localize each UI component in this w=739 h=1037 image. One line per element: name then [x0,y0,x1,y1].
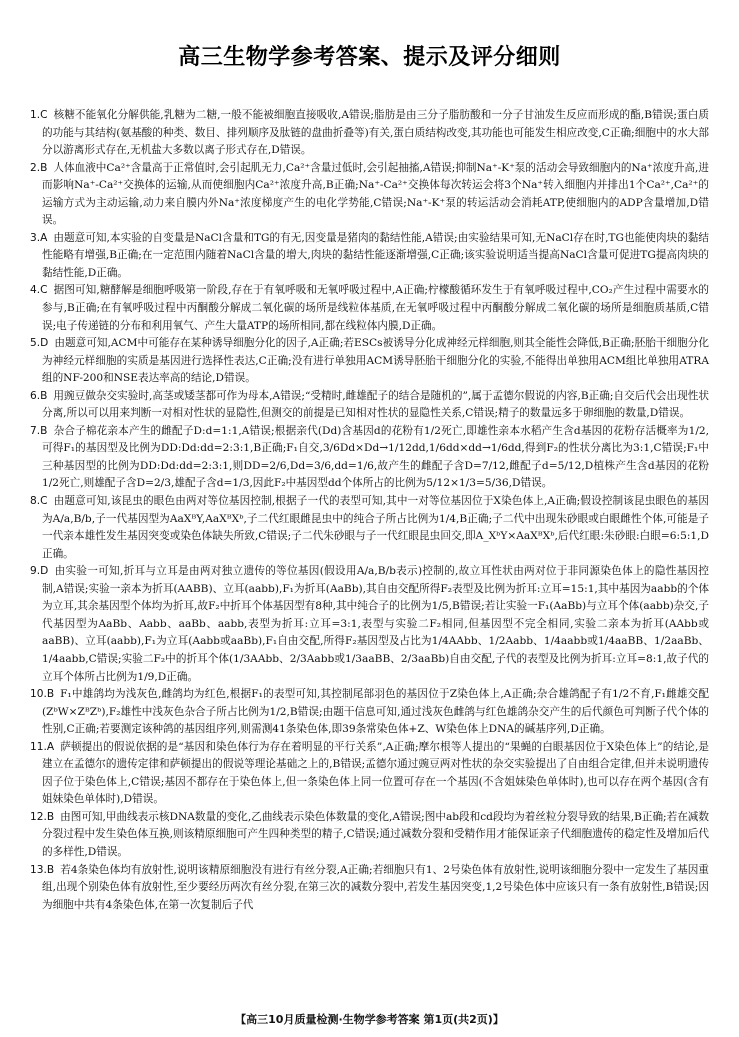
answer-explanation: 由图可知,甲曲线表示核DNA数量的变化,乙曲线表示染色体数量的变化,A错误;图中ab段和cd段均为着丝粒分裂导致的结果,B正确;若在减数分裂过程中发生染色体互换,则该精原细胞可产生四种类型的精子,C错误;通过减数分裂和受精作用才能保证亲子代细胞遗传的稳定性及增加后代的多样性,D错误。 [42,810,709,858]
answer-letter: D [40,565,49,578]
answer-explanation: 若4条染色体均有放射性,说明该精原细胞没有进行有丝分裂,A正确;若细胞只有1、2号染色体有放射性,说明该细胞分裂中一定发生了基因重组,出现个别染色体有放射性,至少要经历两次有丝分裂,在第三次的减数分裂中,若发生基因突变,1,2号染色体中应该只有一条有放射性,B错误;因为细胞中共有4条染色体,在第一次复制后子代 [42,863,709,911]
answer-explanation: 据图可知,糖酵解是细胞呼吸第一阶段,存在于有氧呼吸和无氧呼吸过程中,A正确;柠檬酸循环发生于有氧呼吸过程中,CO₂产生过程中需要水的参与,B正确;在有氧呼吸过程中丙酮酸分解成二氧化碳的场所是线粒体基质,在无氧呼吸过程中丙酮酸分解成二氧化碳的场所是细胞质基质,C错误;电子传递链的分布和利用氧气、产生大量ATP的场所相同,都在线粒体内膜,D正确。 [42,284,709,332]
answer-letter: B [40,389,48,402]
answer-explanation: 人体血液中Ca²⁺含量高于正常值时,会引起肌无力,Ca²⁺含量过低时,会引起抽搐,A错误;抑制Na⁺-K⁺泵的活动会导致细胞内的Na⁺浓度升高,进而影响Na⁺-Ca²⁺交换体的运输,从而使细胞内Ca²⁺浓度升高,B正确;Na⁺-Ca²⁺交换体每次转运会将3个Na⁺转入细胞内并排出1个Ca²⁺,Ca²⁺的运输方式为主动运输,动力来自膜内外Na⁺浓度梯度产生的电化学势能,C错误;Na⁺-K⁺泵的转运活动会消耗ATP,使细胞内的ADP含量增加,D错误。 [42,161,709,227]
answer-item [30,493,709,563]
answer-letter: A [46,740,55,753]
answer-explanation: 核糖不能氧化分解供能,乳糖为二糖,一般不能被细胞直接吸收,A错误;脂肪是由三分子脂肪酸和一分子甘油发生反应而形成的酯,B错误;蛋白质的功能与其结构(氨基酸的种类、数目、排列顺序及肽链的盘曲折叠等)有关,蛋白质结构改变,其功能也可能发生相应改变,C正确;细胞中的水大部分以游离形式存在,无机盐大多数以离子形式存在,D错误。 [42,109,709,157]
question-number: 5. [30,337,41,350]
answer-letter: B [46,863,55,876]
answer-item [30,739,709,809]
answer-item [30,335,709,388]
answer-letter: C [40,495,48,508]
answer-letter: B [46,810,55,823]
question-number: 1. [30,109,41,121]
answer-item [30,282,709,335]
page-title: 高三生物学参考答案、提示及评分细则 [178,45,561,70]
question-number: 12. [30,810,47,823]
answer-explanation: 萨顿提出的假说依据的是“基因和染色体行为存在着明显的平行关系”,A正确;摩尔根等人提出的“果蝇的白眼基因位于X染色体上”的结论,是建立在孟德尔的遗传定律和萨顿提出的假说等理论基础之上的,B错误;孟德尔通过豌豆两对性状的杂交实验提出了自由组合定律,但并未说明遗传因子位于染色体上,C错误;基因不都存在于染色体上,但一条染色体上同一位置可存在一个基因(不含姐妹染色单体时),也可以存在两个基因(含有姐妹染色单体时),D错误。 [42,740,709,806]
question-number: 7. [30,424,41,437]
answer-explanation: F₁中雄鸽均为浅灰色,雌鸽均为红色,根据F₁的表型可知,其控制尾部羽色的基因位于Z染色体上,A正确;杂合雄鸽配子有1/2不育,F₁雌雄交配(ZᵇW×ZᴮZᵇ),F₂雄性中浅灰色杂合子所占比例为1/2,B错误;由题干信息可知,通过浅灰色雌鸽与红色雄鸽杂交产生的后代颜色可判断子代个体的性别,C正确;若要测定该种鸽的基因组序列,则需测41条染色体,即39条常染色体+Z、W染色体上DNA的碱基序列,D正确。 [42,688,709,736]
question-number: 10. [30,688,47,701]
answer-item [30,388,709,423]
answer-list [30,107,709,914]
answer-letter: A [40,231,48,244]
question-number: 13. [30,863,47,876]
answer-item [30,160,709,230]
answer-letter: C [40,109,48,121]
question-number: 6. [30,389,41,402]
answer-item [30,686,709,739]
answer-item [30,563,709,686]
question-number: 8. [30,495,41,508]
question-number: 2. [30,161,41,174]
answer-item [30,809,709,862]
answer-item [30,107,709,160]
answer-explanation: 由题意可知,该昆虫的眼色由两对等位基因控制,根据子一代的表型可知,其中一对等位基因位于X染色体上,A正确;假设控制该昆虫眼色的基因为A/a,B/b,子一代基因型为AaXᴮY,AaXᴮXᵇ,子二代红眼雌昆虫中的纯合子所占比例为1/4,B正确;子二代中出现朱砂眼或白眼雌性个体,可能是子一代亲本雄性发生基因突变或染色体缺失所致,C错误;子二代朱砂眼与子一代红眼昆虫回交,即A_XᵇY×AaXᴮXᵇ,后代红眼:朱砂眼:白眼=6:5:1,D正确。 [42,495,709,560]
question-number: 3. [30,231,41,244]
question-number: 4. [30,284,41,297]
answer-explanation: 由题意可知,ACM中可能存在某种诱导细胞分化的因子,A正确;若ESCs被诱导分化成神经元样细胞,则其全能性会降低,B正确;胚胎干细胞分化为神经元样细胞的实质是基因进行选择性表达,C正确;没有进行单独用ACM诱导胚胎干细胞分化的实验,不能得出单独用ACM组比单独用ATRA组的NF-200和NSE表达率高的结论,D错误。 [42,337,709,385]
answer-letter: B [40,161,48,174]
question-number: 9. [30,565,41,578]
answer-item [30,423,709,493]
answer-explanation: 用豌豆做杂交实验时,高茎或矮茎都可作为母本,A错误;“受精时,雌雄配子的结合是随机的”,属于孟德尔假说的内容,B正确;自交后代会出现性状分离,所以可以用来判断一对相对性状的显隐性,但测交的前提是已知相对性状的显隐性关系,C错误;精子的数量远多于卵细胞的数量,D错误。 [42,389,709,420]
answer-item [30,230,709,283]
answer-letter: B [40,424,48,437]
answer-explanation: 杂合子棉花亲本产生的雌配子D:d=1:1,A错误;根据亲代(Dd)含基因d的花粉有1/2死亡,即雄性亲本水稻产生含d基因的花粉存活概率为1/2,可得F₁的基因型及比例为DD:Dd:dd=2:3:1,B正确;F₁自交,3/6Dd×Dd→1/12dd,1/6dd×dd→1/6dd,得到F₂的性状分离比为3:1,C错误;F₁中三种基因型的比例为DD:Dd:dd=2:3:1,则DD=2/6,Dd=3/6,dd=1/6,故产生的雌配子含D=7/12,雌配子d=5/12,D植株产生含d基因的花粉1/2死亡,则雄配子含D=2/3,雄配子含d=1/3,因此F₂中基因型dd个体所占的比例为5/12×1/3=5/36,D错误。 [42,424,709,490]
answer-letter: D [40,337,49,350]
answer-explanation: 由实验一可知,折耳与立耳是由两对独立遗传的等位基因(假设用A/a,B/b表示)控制的,故立耳性状由两对位于非同源染色体上的隐性基因控制,A错误;实验一亲本为折耳(AABB)、立耳(aabb),F₁为折耳(AaBb),其自由交配所得F₂表型及比例为折耳:立耳=15:1,其中基因为aabb的个体为立耳,其余基因型个体均为折耳,故F₂中折耳个体基因型有8种,其中纯合子的比例为1/5,B错误;若让实验一F₁(AaBb)与立耳个体(aabb)杂交,子代基因型为AaBb、Aabb、aaBb、aabb,表型为折耳:立耳=3:1,表型与实验二F₂相同,但基因型不完全相同,实验二亲本为折耳(AAbb或aaBB)、立耳(aabb),F₁为立耳(Aabb或aaBb),F₁自由交配,所得F₂基因型及占比为1/4AAbb、1/2Aabb、1/4aabb或1/4aaBB、1/2aaBb、1/4aabb,C错误;实验二F₂中的折耳个体(1/3AAbb、2/3Aabb或1/3aaBB、2/3aaBb)自由交配,子代的表型及比例为折耳:立耳=8:1,故子代的立耳个体所占比例为1/9,D正确。 [42,565,709,683]
answer-letter: C [40,284,48,297]
answer-explanation: 由题意可知,本实验的自变量是NaCl含量和TG的有无,因变量是猪肉的黏结性能,A错误;由实验结果可知,无NaCl存在时,TG也能使肉块的黏结性能略有增强,B正确;在一定范围内随着NaCl含量的增大,肉块的黏结性能逐渐增强,C正确;该实验说明适当提高NaCl含量可促进TG提高肉块的黏结性能,D正确。 [42,231,709,279]
page-footer: 【高三10月质量检测·生物学参考答案 第1页(共2页)】 [235,1013,504,1026]
answer-item [30,862,709,915]
answer-letter: B [46,688,55,701]
question-number: 11. [30,740,47,753]
